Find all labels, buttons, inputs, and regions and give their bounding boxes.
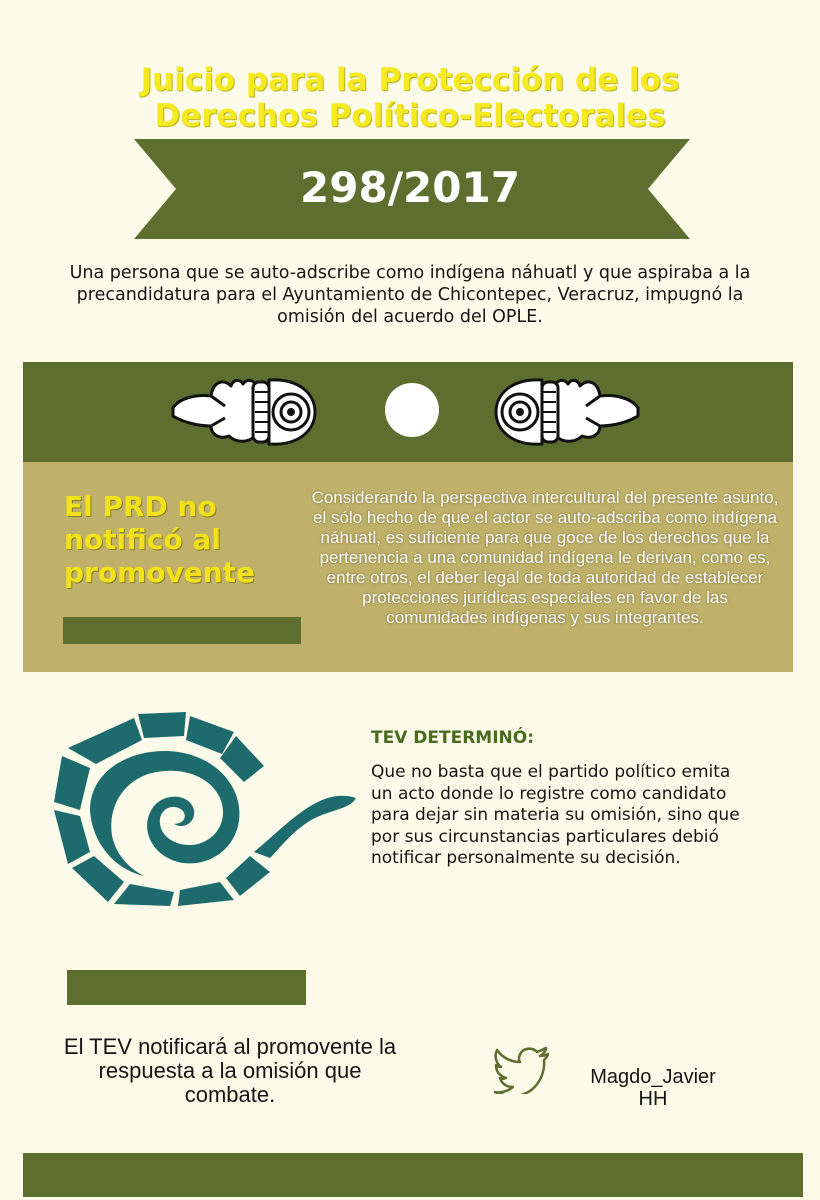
handle-line-1: Magdo_Javier xyxy=(590,1066,716,1088)
panel-body: Considerando la perspectiva intercultural del presente asunto, el sólo hecho de que el actor se auto-adscriba como indígena náhuatl, es suficiente para que goce de los derechos que la pertenencia a una comunidad indígena le derivan, como es, entre otros, el deber legal de toda autoridad de establecer protecciones jurídicas especiales en favor de las comunidades indígenas y sus integrantes. xyxy=(311,488,779,627)
panel-heading-line-3: promovente xyxy=(64,556,256,589)
center-circle xyxy=(385,383,439,437)
accent-bar xyxy=(67,970,306,1005)
handle-line-2: HH xyxy=(638,1088,668,1110)
determination-body: Que no basta que el partido político emita un acto donde lo registre como candidato para dejar sin materia su omisión, sino que por sus circunstancias particulares debió notificar personalmente su decisión. xyxy=(371,762,740,868)
hand-icon xyxy=(494,372,644,450)
determination-title: TEV DETERMINÓ: xyxy=(371,728,535,748)
panel-heading-line-1: El PRD no xyxy=(64,490,217,523)
title-line-2: Derechos Político-Electorales xyxy=(154,98,666,134)
accent-bar xyxy=(63,617,301,644)
twitter-bird-icon[interactable] xyxy=(494,1046,550,1094)
bottom-band xyxy=(23,1153,803,1197)
title-line-1: Juicio para la Protección de los xyxy=(140,62,680,98)
panel-heading xyxy=(64,490,294,589)
tev-spiral-logo-icon xyxy=(50,706,360,906)
hand-icon xyxy=(167,372,317,450)
page-title xyxy=(0,62,820,134)
case-number: 298/2017 xyxy=(300,163,520,212)
twitter-handle[interactable] xyxy=(568,1066,738,1110)
intro-text: Una persona que se auto-adscribe como indígena náhuatl y que aspiraba a la precandidatura para el Ayuntamiento de Chicontepec, Veracruz, impugnó la omisión del acuerdo del OPLE. xyxy=(69,263,751,327)
footer-notice: El TEV notificará al promovente la respuesta a la omisión que combate. xyxy=(63,1034,397,1107)
panel-heading-line-2: notificó al xyxy=(64,523,221,556)
